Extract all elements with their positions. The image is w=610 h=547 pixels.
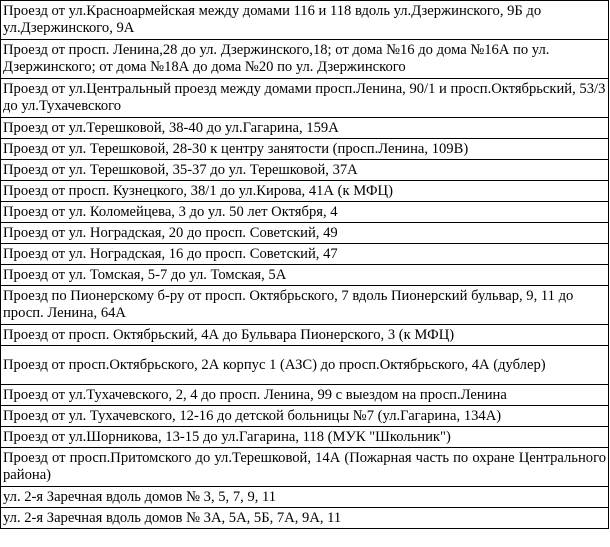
- table-cell: Проезд от ул. Терешковой, 28-30 к центру занятости (просп.Ленина, 109В): [1, 139, 609, 160]
- table-cell: Проезд от ул. Тухачевского, 12-16 до детской больницы №7 (ул.Гагарина, 134А): [1, 406, 609, 427]
- table-row: [1, 160, 609, 181]
- table-row: [1, 79, 609, 118]
- table-row: [1, 223, 609, 244]
- table-row: [1, 118, 609, 139]
- table-row: [1, 487, 609, 508]
- table-cell: Проезд по Пионерскому б-ру от просп. Октябрьского, 7 вдоль Пионерский бульвар, 9, 11 до просп. Ленина, 64А: [1, 286, 609, 325]
- table-row: [1, 286, 609, 325]
- table-cell: Проезд от ул.Центральный проезд между домами просп.Ленина, 90/1 и просп.Октябрьский, 53/3 до ул.Тухачевского: [1, 79, 609, 118]
- table-cell: Проезд от ул. Терешковой, 35-37 до ул. Терешковой, 37А: [1, 160, 609, 181]
- table-cell: Проезд от ул. Коломейцева, 3 до ул. 50 лет Октября, 4: [1, 202, 609, 223]
- table-row: [1, 448, 609, 487]
- table-row: [1, 508, 609, 529]
- table-row: [1, 1, 609, 40]
- table-cell: Проезд от ул.Красноармейская между домами 116 и 118 вдоль ул.Дзержинского, 9Б до ул.Дзержинского, 9А: [1, 1, 609, 40]
- table-row: [1, 427, 609, 448]
- table-cell: Проезд от ул.Шорникова, 13-15 до ул.Гагарина, 118 (МУК "Школьник"): [1, 427, 609, 448]
- table-cell: Проезд от просп. Октябрьский, 4А до Бульвара Пионерского, 3 (к МФЦ): [1, 325, 609, 346]
- table-cell: Проезд от ул. Ноградская, 20 до просп. Советский, 49: [1, 223, 609, 244]
- table-cell: Проезд от просп.Притомского до ул.Терешковой, 14А (Пожарная часть по охране Центрального района): [1, 448, 609, 487]
- table-row: [1, 202, 609, 223]
- table-cell: ул. 2-я Заречная вдоль домов № 3, 5, 7, 9, 11: [1, 487, 609, 508]
- table-row: [1, 325, 609, 346]
- table-row: [1, 406, 609, 427]
- table-cell: Проезд от просп. Ленина,28 до ул. Дзержинского,18; от дома №16 до дома №16А по ул. Дзержинского; от дома №18А до дома №20 по ул. Дзержинского: [1, 40, 609, 79]
- table-row: [1, 346, 609, 385]
- table-cell: Проезд от просп. Кузнецкого, 38/1 до ул.Кирова, 41А (к МФЦ): [1, 181, 609, 202]
- table-row: [1, 40, 609, 79]
- table-cell: Проезд от ул.Терешковой, 38-40 до ул.Гагарина, 159А: [1, 118, 609, 139]
- table-row: [1, 385, 609, 406]
- table-cell: Проезд от просп.Октябрьского, 2А корпус 1 (АЗС) до просп.Октябрьского, 4А (дублер): [1, 346, 609, 385]
- table-row: [1, 265, 609, 286]
- table-cell: Проезд от ул.Тухачевского, 2, 4 до просп. Ленина, 99 с выездом на просп.Ленина: [1, 385, 609, 406]
- table-row: [1, 244, 609, 265]
- table-row: [1, 139, 609, 160]
- table-cell: Проезд от ул. Ноградская, 16 до просп. Советский, 47: [1, 244, 609, 265]
- table-cell: Проезд от ул. Томская, 5-7 до ул. Томская, 5А: [1, 265, 609, 286]
- table-cell: ул. 2-я Заречная вдоль домов № 3А, 5А, 5Б, 7А, 9А, 11: [1, 508, 609, 529]
- table-row: [1, 181, 609, 202]
